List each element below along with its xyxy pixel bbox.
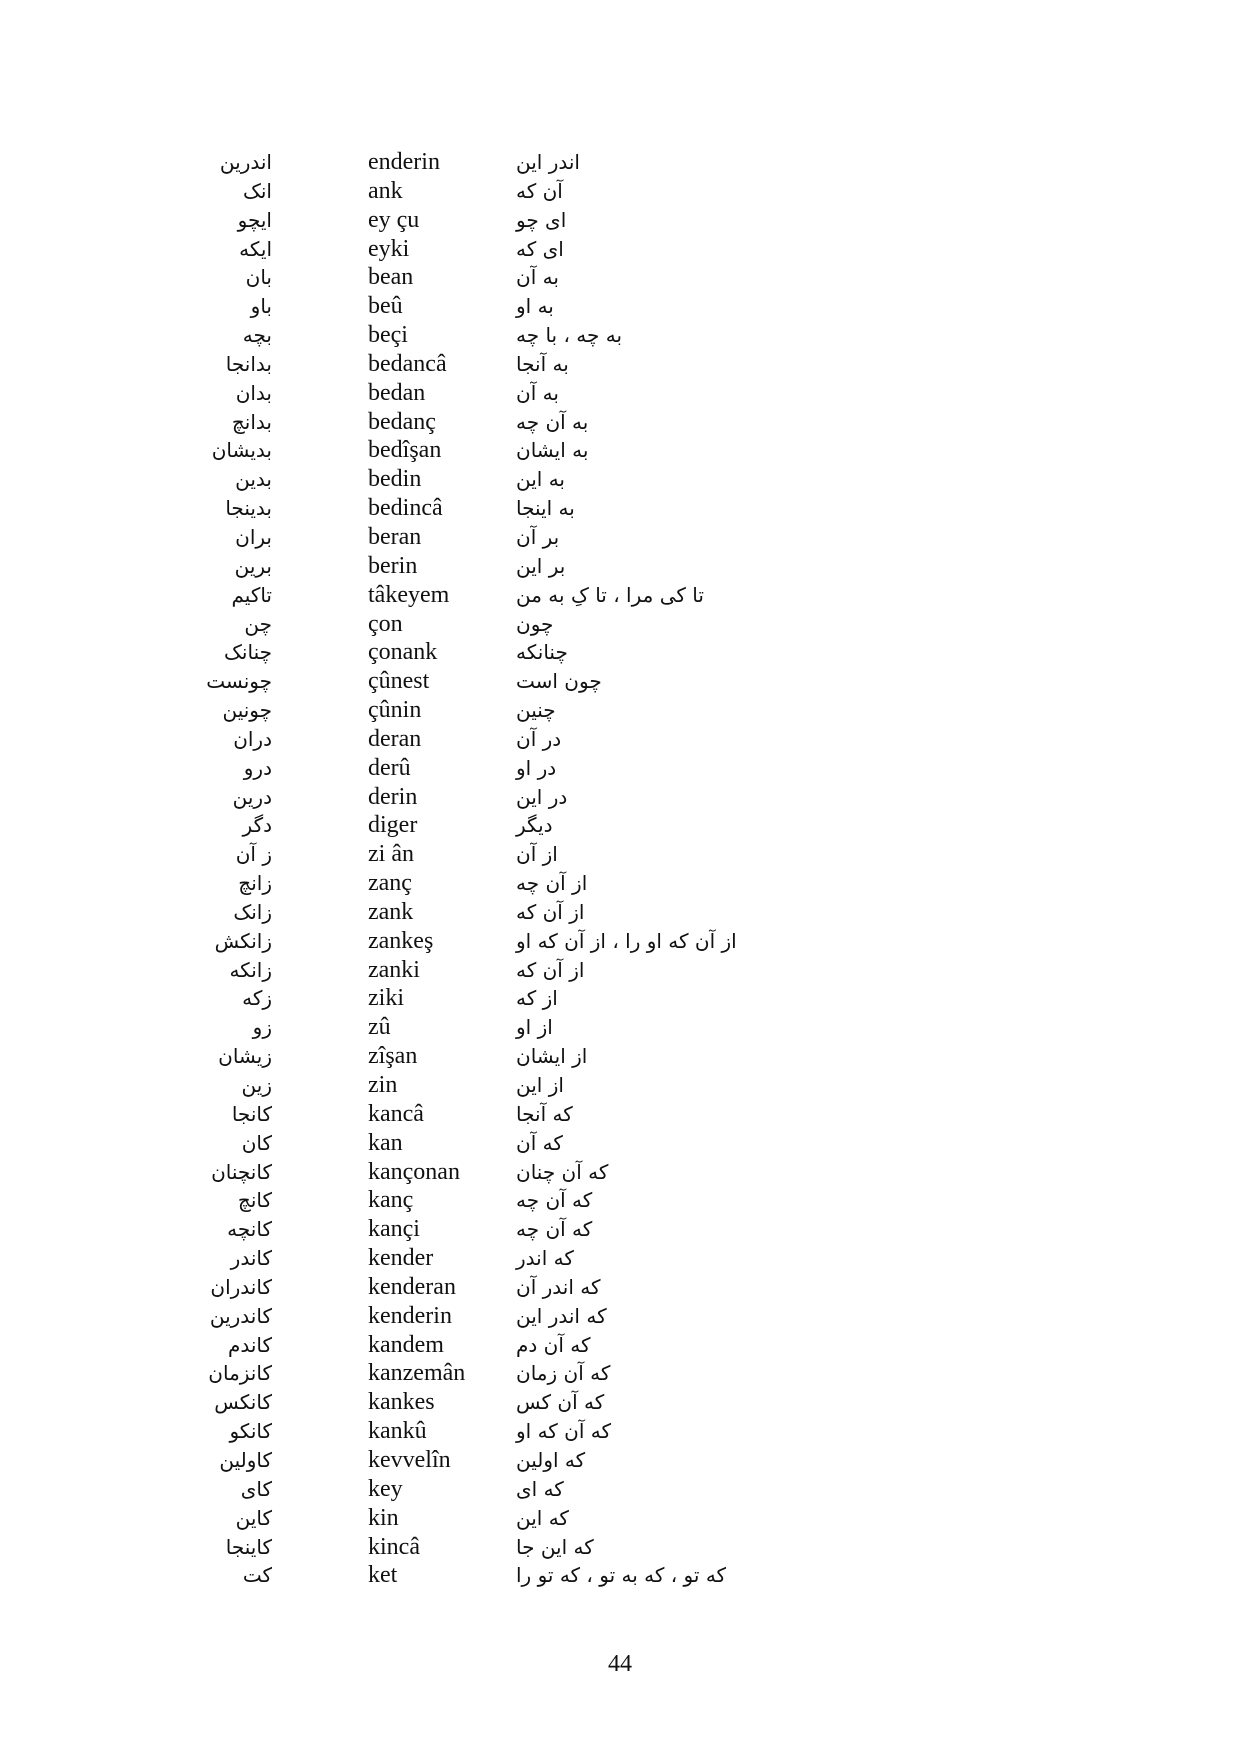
transliteration: kan <box>368 1129 403 1156</box>
meaning: از او <box>516 1015 553 1040</box>
meaning: از این <box>516 1073 564 1097</box>
original-term: اندرین <box>219 150 272 174</box>
glossary-row <box>0 292 1240 321</box>
transliteration: deran <box>368 725 422 752</box>
transliteration: beran <box>368 523 422 550</box>
transliteration: enderin <box>368 149 440 175</box>
transliteration: zin <box>368 1072 398 1098</box>
transliteration: kin <box>368 1504 399 1531</box>
transliteration: kankû <box>368 1418 427 1445</box>
meaning: که آن که او <box>516 1419 612 1444</box>
transliteration: eyki <box>368 235 410 262</box>
original-term: کانزمان <box>208 1361 272 1386</box>
meaning: از آن که او را ، از آن که او <box>516 928 737 953</box>
transliteration: kevvelîn <box>368 1446 451 1473</box>
glossary-row <box>0 1302 1240 1331</box>
meaning: از که <box>516 986 558 1011</box>
meaning: به او <box>516 294 554 319</box>
original-term: بدانجا <box>225 351 272 376</box>
transliteration: tâkeyem <box>368 581 450 608</box>
meaning: تا کی مرا ، تا کِ به من <box>516 582 704 607</box>
original-term: بچه <box>242 323 272 348</box>
meaning: که ای <box>516 1476 564 1501</box>
glossary-row <box>0 984 1240 1013</box>
meaning: که اندر این <box>516 1303 607 1328</box>
transliteration: kançi <box>368 1216 420 1243</box>
meaning: در این <box>516 784 568 809</box>
glossary-row <box>0 177 1240 206</box>
original-term: کاندر <box>230 1246 272 1271</box>
transliteration: zi ân <box>368 841 414 868</box>
transliteration: berin <box>368 552 418 579</box>
glossary-row <box>0 465 1240 494</box>
transliteration: key <box>368 1475 403 1502</box>
transliteration: kankes <box>368 1389 435 1416</box>
meaning: بر آن <box>516 524 560 549</box>
transliteration: ket <box>368 1562 398 1589</box>
original-term: کاینجا <box>225 1534 272 1559</box>
original-term: کانچنان <box>211 1159 272 1184</box>
transliteration: kanç <box>368 1187 414 1214</box>
meaning: که آن <box>516 1130 563 1155</box>
original-term: باو <box>250 294 272 319</box>
glossary-row <box>0 206 1240 235</box>
glossary-row <box>0 840 1240 869</box>
transliteration: kenderan <box>368 1273 456 1300</box>
transliteration: zanki <box>368 956 420 983</box>
transliteration: kanzemân <box>368 1360 466 1387</box>
meaning: که آن چنان <box>516 1159 609 1184</box>
glossary-row <box>0 1042 1240 1071</box>
glossary-row <box>0 148 1240 177</box>
glossary-row <box>0 956 1240 985</box>
meaning: به اینجا <box>516 496 575 521</box>
original-term: زانکش <box>214 928 272 953</box>
meaning: از آن <box>516 842 558 867</box>
glossary-row <box>0 321 1240 350</box>
meaning: که تو ، که به تو ، که تو را <box>516 1563 727 1588</box>
glossary-row <box>0 235 1240 264</box>
transliteration: çon <box>368 610 403 637</box>
glossary-row <box>0 1158 1240 1187</box>
original-term: چنانک <box>224 640 272 665</box>
glossary-row <box>0 1533 1240 1562</box>
meaning: آن که <box>516 178 563 203</box>
original-term: تاکیم <box>231 582 272 607</box>
transliteration: kançonan <box>368 1158 460 1185</box>
meaning: اندر این <box>516 150 580 174</box>
original-term: برین <box>234 553 272 578</box>
transliteration: kender <box>368 1245 434 1272</box>
meaning: ای که <box>516 236 564 261</box>
transliteration: kincâ <box>368 1533 420 1560</box>
glossary-row <box>0 263 1240 292</box>
glossary-row <box>0 523 1240 552</box>
transliteration: derû <box>368 754 411 781</box>
original-term: ایکه <box>239 236 272 261</box>
transliteration: çûnin <box>368 697 422 724</box>
glossary-row <box>0 408 1240 437</box>
glossary-row <box>0 754 1240 783</box>
transliteration: bean <box>368 264 414 291</box>
original-term: زیشان <box>218 1044 272 1069</box>
page-number: 44 <box>608 1651 632 1677</box>
meaning: که این <box>516 1505 569 1530</box>
meaning: چون <box>516 611 554 636</box>
meaning: که آن دم <box>516 1332 591 1357</box>
glossary-row <box>0 1273 1240 1302</box>
glossary-list <box>0 148 1240 1590</box>
meaning: که اولین <box>516 1447 586 1472</box>
original-term: بدیشان <box>211 438 272 463</box>
glossary-row <box>0 1504 1240 1533</box>
meaning: به این <box>516 467 565 492</box>
glossary-row <box>0 898 1240 927</box>
original-term: کت <box>242 1563 272 1588</box>
original-term: کانجا <box>231 1101 272 1126</box>
original-term: کان <box>241 1130 272 1155</box>
glossary-row <box>0 869 1240 898</box>
glossary-row <box>0 494 1240 523</box>
transliteration: kenderin <box>368 1302 452 1329</box>
original-term: زانک <box>233 899 272 924</box>
original-term: بدان <box>235 380 272 405</box>
original-term: زو <box>252 1015 272 1040</box>
meaning: به آنجا <box>516 351 569 376</box>
meaning: به چه ، با چه <box>516 323 623 348</box>
original-term: کاندم <box>227 1332 272 1357</box>
glossary-row <box>0 1388 1240 1417</box>
meaning: چنین <box>516 698 556 723</box>
transliteration: ziki <box>368 985 404 1012</box>
meaning: چون است <box>516 669 602 694</box>
original-term: زکه <box>242 986 272 1011</box>
glossary-row <box>0 1186 1240 1215</box>
glossary-row <box>0 1129 1240 1158</box>
original-term: زانچ <box>238 871 272 896</box>
original-term: کانچ <box>237 1188 272 1213</box>
glossary-row <box>0 1417 1240 1446</box>
meaning: که اندر آن <box>516 1274 601 1299</box>
glossary-row <box>0 1331 1240 1360</box>
transliteration: derin <box>368 783 418 810</box>
glossary-row <box>0 552 1240 581</box>
transliteration: zîşan <box>368 1043 418 1070</box>
original-term: بدین <box>235 467 272 492</box>
glossary-row <box>0 1475 1240 1504</box>
transliteration: zank <box>368 898 414 925</box>
meaning: که اندر <box>516 1246 574 1271</box>
meaning: به آن <box>516 265 559 290</box>
original-term: کاندرین <box>209 1303 272 1328</box>
transliteration: diger <box>368 812 418 839</box>
original-term: درو <box>243 755 272 780</box>
meaning: که این جا <box>516 1534 594 1559</box>
meaning: از آن که <box>516 899 585 924</box>
glossary-row <box>0 1215 1240 1244</box>
original-term: کاین <box>235 1505 272 1530</box>
glossary-row <box>0 1359 1240 1388</box>
transliteration: beû <box>368 293 403 320</box>
transliteration: bedincâ <box>368 495 443 522</box>
original-term: کانکو <box>229 1419 272 1444</box>
glossary-row <box>0 696 1240 725</box>
meaning: به آن <box>516 380 559 405</box>
meaning: ای چو <box>516 207 567 232</box>
original-term: بران <box>235 524 272 549</box>
original-term: کانکس <box>214 1390 272 1415</box>
original-term: بدینجا <box>225 496 272 521</box>
original-term: درین <box>232 784 272 809</box>
glossary-row <box>0 350 1240 379</box>
transliteration: bedanç <box>368 408 436 435</box>
transliteration: kancâ <box>368 1100 424 1127</box>
glossary-row <box>0 379 1240 408</box>
glossary-row <box>0 927 1240 956</box>
glossary-row <box>0 1446 1240 1475</box>
original-term: کانچه <box>227 1217 272 1242</box>
meaning: در آن <box>516 726 562 751</box>
original-term: چونست <box>206 669 272 694</box>
original-term: ز آن <box>235 842 272 867</box>
transliteration: ank <box>368 177 403 204</box>
glossary-row <box>0 1071 1240 1100</box>
glossary-row <box>0 1561 1240 1590</box>
original-term: بدانچ <box>231 409 272 434</box>
transliteration: ey çu <box>368 206 420 233</box>
transliteration: bedin <box>368 466 422 493</box>
glossary-row <box>0 725 1240 754</box>
glossary-row <box>0 1013 1240 1042</box>
meaning: چنانکه <box>516 640 568 665</box>
meaning: از آن چه <box>516 871 588 896</box>
glossary-row <box>0 610 1240 639</box>
glossary-row <box>0 1100 1240 1129</box>
original-term: کاولین <box>219 1447 272 1472</box>
original-term: دران <box>233 726 272 751</box>
transliteration: bedancâ <box>368 350 447 377</box>
original-term: زانکه <box>229 957 272 982</box>
meaning: از آن که <box>516 957 585 982</box>
glossary-row <box>0 436 1240 465</box>
transliteration: zanç <box>368 870 412 897</box>
original-term: چن <box>244 611 272 636</box>
transliteration: çûnest <box>368 668 430 695</box>
meaning: به آن چه <box>516 409 589 434</box>
transliteration: zankeş <box>368 927 434 954</box>
glossary-row <box>0 638 1240 667</box>
meaning: که آن چه <box>516 1217 593 1242</box>
glossary-row <box>0 581 1240 610</box>
meaning: به ایشان <box>516 438 589 463</box>
original-term: ایچو <box>237 207 272 232</box>
meaning: دیگر <box>516 813 553 838</box>
meaning: بر این <box>516 553 566 578</box>
transliteration: beçi <box>368 322 408 349</box>
original-term: زین <box>241 1073 272 1097</box>
transliteration: bedîşan <box>368 437 442 464</box>
original-term: کای <box>240 1476 272 1501</box>
meaning: از ایشان <box>516 1044 588 1069</box>
meaning: که آن کس <box>516 1390 605 1415</box>
transliteration: çonank <box>368 639 438 666</box>
glossary-row <box>0 783 1240 812</box>
original-term: بان <box>245 265 272 290</box>
meaning: که آن چه <box>516 1188 593 1213</box>
meaning: که آنجا <box>516 1101 573 1126</box>
transliteration: kandem <box>368 1331 444 1358</box>
original-term: چونین <box>222 698 272 723</box>
original-term: دگر <box>242 813 272 838</box>
original-term: انک <box>242 178 272 203</box>
glossary-row <box>0 667 1240 696</box>
transliteration: zû <box>368 1014 391 1041</box>
transliteration: bedan <box>368 379 426 406</box>
meaning: در او <box>516 755 557 780</box>
glossary-row <box>0 811 1240 840</box>
meaning: که آن زمان <box>516 1361 611 1386</box>
original-term: کاندران <box>210 1274 272 1299</box>
glossary-row <box>0 1244 1240 1273</box>
